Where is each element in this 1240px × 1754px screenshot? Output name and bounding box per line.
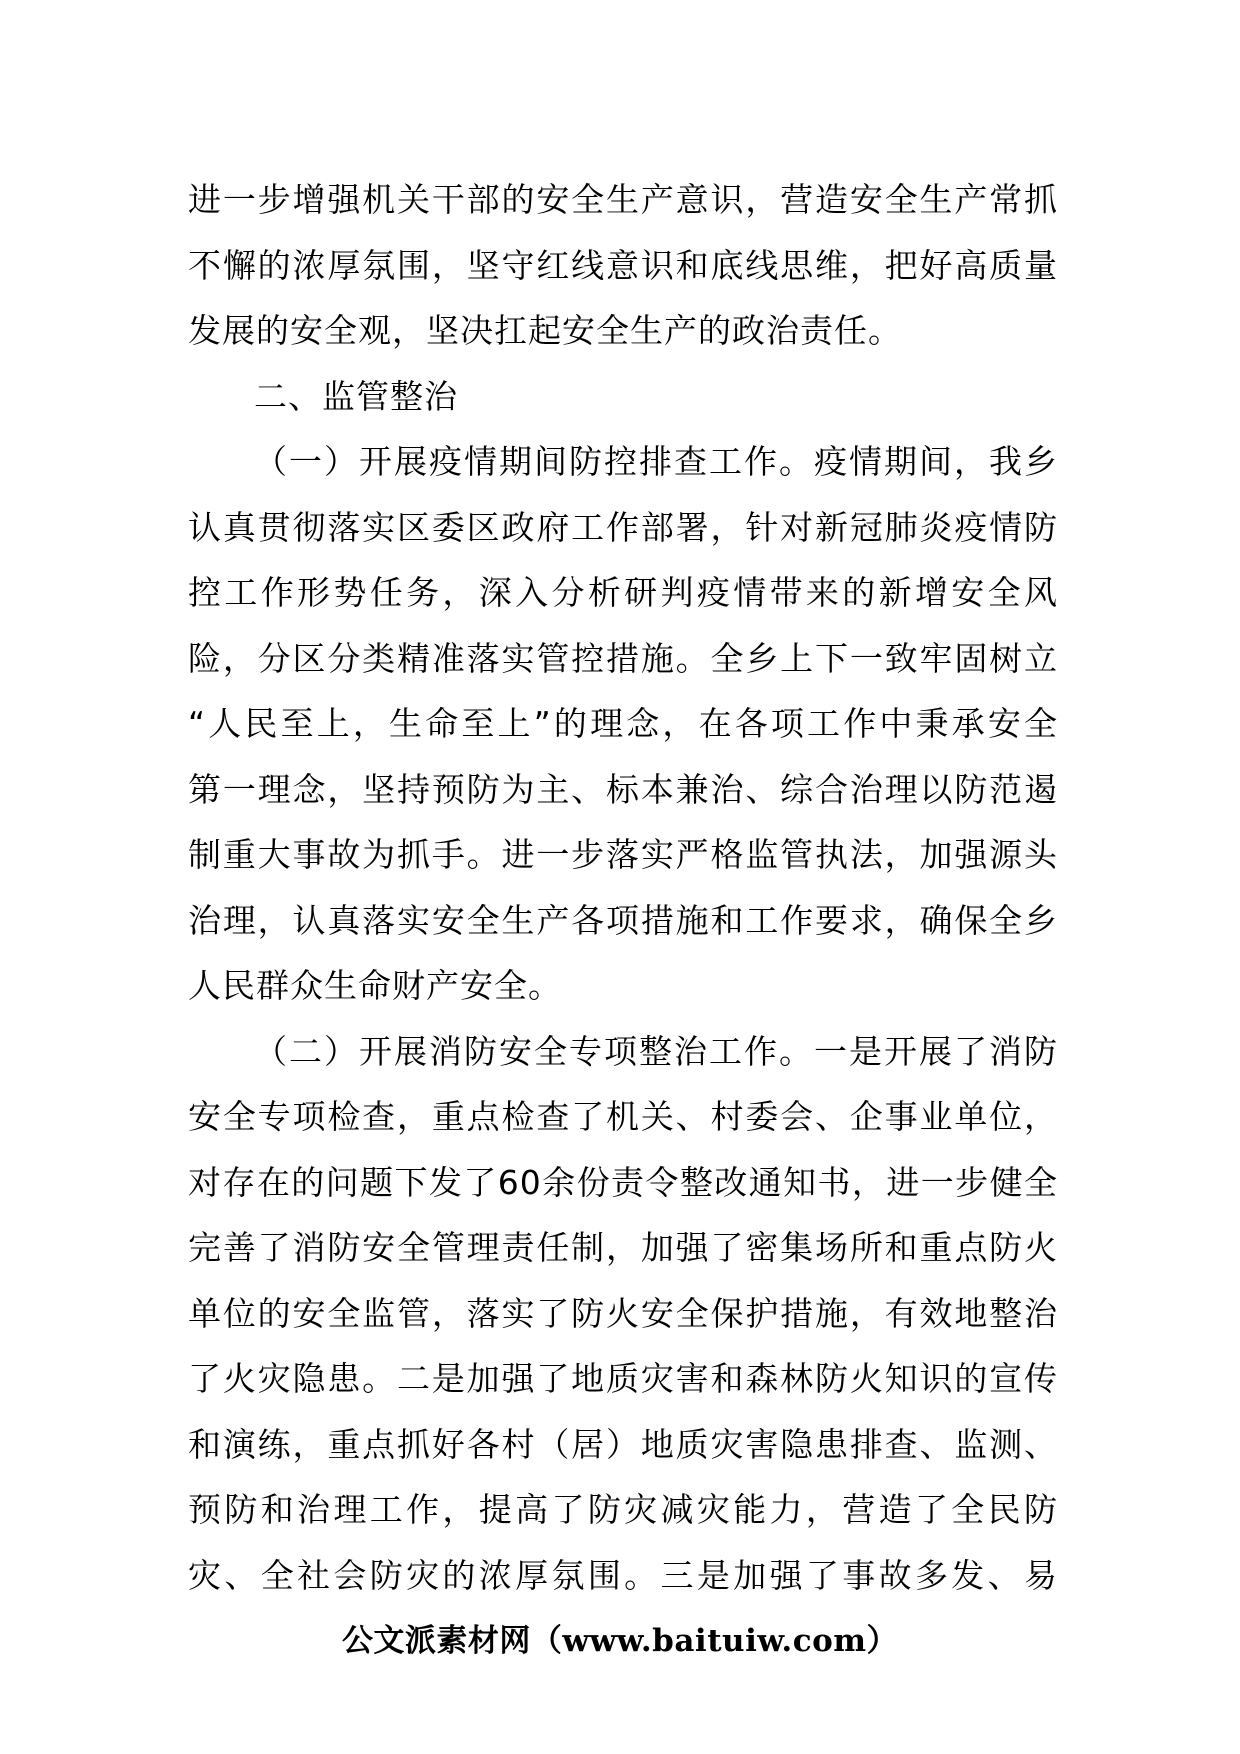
- paragraph-line: 对存在的问题下发了60余份责令整改通知书，进一步健全: [188, 1162, 1058, 1202]
- paragraph-line: 灾、全社会防灾的浓厚氛围。三是加强了事故多发、易: [188, 1555, 1058, 1595]
- paragraph-line: 险，分区分类精准落实管控措施。全乡上下一致牢固树立: [188, 638, 1058, 678]
- paragraph-line: 进一步增强机关干部的安全生产意识，营造安全生产常抓: [188, 180, 1058, 219]
- paragraph-line: 治理，认真落实安全生产各项措施和工作要求，确保全乡: [188, 900, 1058, 940]
- paragraph-line: 预防和治理工作，提高了防灾减灾能力，营造了全民防: [188, 1490, 1058, 1529]
- paragraph-line: 制重大事故为抓手。进一步落实严格监管执法，加强源头: [188, 835, 1058, 874]
- paragraph-line: 完善了消防安全管理责任制，加强了密集场所和重点防火: [188, 1228, 1058, 1267]
- paragraph-line: 单位的安全监管，落实了防火安全保护措施，有效地整治: [188, 1293, 1058, 1333]
- subsection-heading-line: （二）开展消防安全专项整治工作。一是开展了消防: [254, 1031, 1058, 1071]
- paragraph-line: “人民至上，生命至上”的理念，在各项工作中秉承安全: [188, 704, 1058, 743]
- section-heading: 二、监管整治: [254, 376, 458, 416]
- paragraph-line: 人民群众生命财产安全。: [188, 966, 562, 1005]
- subsection-heading-line: （一）开展疫情期间防控排查工作。疫情期间，我乡: [254, 442, 1058, 481]
- paragraph-line: 和演练，重点抓好各村（居）地质灾害隐患排查、监测、: [188, 1424, 1058, 1464]
- paragraph-line: 安全专项检查，重点检查了机关、村委会、企事业单位，: [188, 1097, 1058, 1136]
- footer-watermark: 公文派素材网（www.baituiw.com）: [341, 1623, 899, 1659]
- document-body: [188, 167, 1058, 1608]
- paragraph-line: 第一理念，坚持预防为主、标本兼治、综合治理以防范遏: [188, 769, 1058, 809]
- paragraph-line: 不懈的浓厚氛围，坚守红线意识和底线思维，把好高质量: [188, 245, 1058, 285]
- paragraph-line: 控工作形势任务，深入分析研判疫情带来的新增安全风: [188, 573, 1058, 612]
- paragraph-line: 了火灾隐患。二是加强了地质灾害和森林防火知识的宣传: [188, 1359, 1058, 1398]
- paragraph-line: 认真贯彻落实区委区政府工作部署，针对新冠肺炎疫情防: [188, 507, 1058, 547]
- paragraph-line: 发展的安全观，坚决扛起安全生产的政治责任。: [188, 311, 902, 350]
